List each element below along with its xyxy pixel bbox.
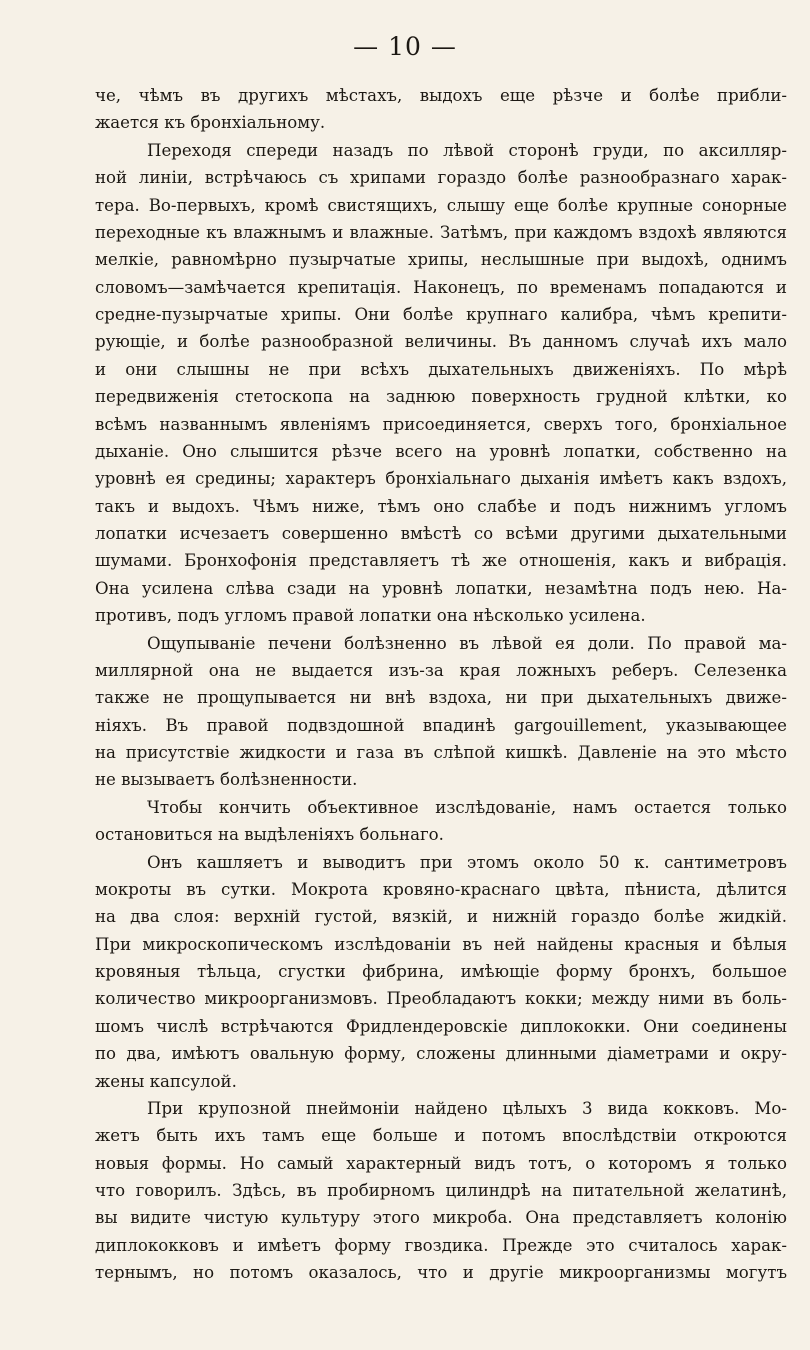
text-line: диплококковъ и имѣетъ форму гвоздика. Прежде это считалось харак- <box>95 1235 787 1255</box>
text-line: ніяхъ. Въ правой подвздошной впадинѣ gargouillement, указывающее <box>95 715 787 735</box>
text-line: и они слышны не при всѣхъ дыхательныхъ движеніяхъ. По мѣрѣ <box>95 359 787 379</box>
text-line: уровнѣ ея средины; характеръ бронхіальнаго дыханія имѣетъ какъ вздохъ, <box>95 469 787 489</box>
body-text <box>95 82 787 1287</box>
text-line: тернымъ, но потомъ оказалось, что и другіе микроорганизмы могутъ <box>95 1263 787 1283</box>
text-line: миллярной она не выдается изъ-за края ложныхъ реберъ. Селезенка <box>95 660 787 680</box>
text-line: Она усилена слѣва сзади на уровнѣ лопатки, незамѣтна подъ нею. На- <box>95 578 787 598</box>
text-line: Ощупываніе печени болѣзненно въ лѣвой ея доли. По правой ма- <box>147 633 787 653</box>
text-line: остановиться на выдѣленіяхъ больнаго. <box>95 825 444 845</box>
text-line: средне-пузырчатые хрипы. Они болѣе крупнаго калибра, чѣмъ крепити- <box>95 305 787 324</box>
text-line: лопатки исчезаетъ совершенно вмѣстѣ со всѣми другими дыхательными <box>95 524 787 543</box>
text-line: на два слоя: верхній густой, вязкій, и нижній гораздо болѣе жидкій. <box>95 907 787 927</box>
text-line: на присутствіе жидкости и газа въ слѣпой кишкѣ. Давленіе на это мѣсто <box>95 743 787 762</box>
text-line: мелкіе, равномѣрно пузырчатые хрипы, неслышные при выдохѣ, однимъ <box>95 250 787 270</box>
text-line: переходные къ влажнымъ и влажные. Затѣмъ, при каждомъ вздохѣ являются <box>95 222 787 242</box>
text-line: количество микроорганизмовъ. Преобладаютъ кокки; между ними въ боль- <box>95 989 787 1009</box>
text-line: новыя формы. Но самый характерный видъ тотъ, о которомъ я только <box>95 1153 787 1173</box>
text-line: также не прощупывается ни внѣ вздоха, ни при дыхательныхъ движе- <box>95 688 787 708</box>
text-line: Переходя спереди назадъ по лѣвой сторонѣ груди, по аксилляр- <box>147 140 787 160</box>
text-line: дыханіе. Оно слышится рѣзче всего на уровнѣ лопатки, собственно на <box>95 441 787 461</box>
text-line: шумами. Бронхофонія представляетъ тѣ же отношенія, какъ и вибрація. <box>95 551 787 571</box>
text-line: При микроскопическомъ изслѣдованіи въ ней найдены красныя и бѣлыя <box>95 934 787 954</box>
text-line: жается къ бронхіальному. <box>95 113 326 133</box>
text-line: Онъ кашляетъ и выводитъ при этомъ около 50 к. сантиметровъ <box>147 852 787 872</box>
text-line: жены капсулой. <box>95 1071 237 1091</box>
text-line: мокроты въ сутки. Мокрота кровяно-краснаго цвѣта, пѣниста, дѣлится <box>95 879 787 899</box>
text-line: рующіе, и болѣе разнообразной величины. Въ данномъ случаѣ ихъ мало <box>95 332 787 352</box>
text-line: тера. Во-первыхъ, кромѣ свистящихъ, слышу еще болѣе крупные сонорные <box>95 195 787 215</box>
text-line: шомъ числѣ встрѣчаются Фридлендеровскіе диплококки. Они соединены <box>95 1016 787 1036</box>
page-number: — 10 — <box>353 32 457 61</box>
text-line: что говорилъ. Здѣсь, въ пробирномъ цилиндрѣ на питательной желатинѣ, <box>95 1181 787 1200</box>
text-line: че, чѣмъ въ другихъ мѣстахъ, выдохъ еще рѣзче и болѣе прибли- <box>95 86 787 105</box>
text-line: кровяныя тѣльца, сгустки фибрина, имѣющіе форму бронхъ, большое <box>95 962 787 981</box>
text-line: При крупозной пнеймоніи найдено цѣлыхъ 3 вида кокковъ. Мо- <box>147 1098 787 1118</box>
text-line: ной линіи, встрѣчаюсь съ хрипами гораздо болѣе разнообразнаго харак- <box>95 168 787 188</box>
text-line: противъ, подъ угломъ правой лопатки она нѣсколько усилена. <box>95 606 646 626</box>
text-line: вы видите чистую культуру этого микроба. Она представляетъ колонію <box>95 1208 787 1228</box>
text-line: всѣмъ названнымъ явленіямъ присоединяется, сверхъ того, бронхіальное <box>95 414 787 434</box>
text-line: передвиженія стетоскопа на заднюю поверхность грудной клѣтки, ко <box>95 387 787 407</box>
text-line: не вызываетъ болѣзненности. <box>95 770 358 790</box>
text-line: словомъ—замѣчается крепитація. Наконецъ, по временамъ попадаются и <box>95 277 787 297</box>
text-line: такъ и выдохъ. Чѣмъ ниже, тѣмъ оно слабѣе и подъ нижнимъ угломъ <box>95 496 787 516</box>
text-line: Чтобы кончить объективное изслѣдованіе, намъ остается только <box>147 797 787 817</box>
text-line: по два, имѣютъ овальную форму, сложены длинными діаметрами и окру- <box>95 1044 787 1064</box>
text-line: жетъ быть ихъ тамъ еще больше и потомъ впослѣдствіи откроются <box>95 1126 787 1146</box>
